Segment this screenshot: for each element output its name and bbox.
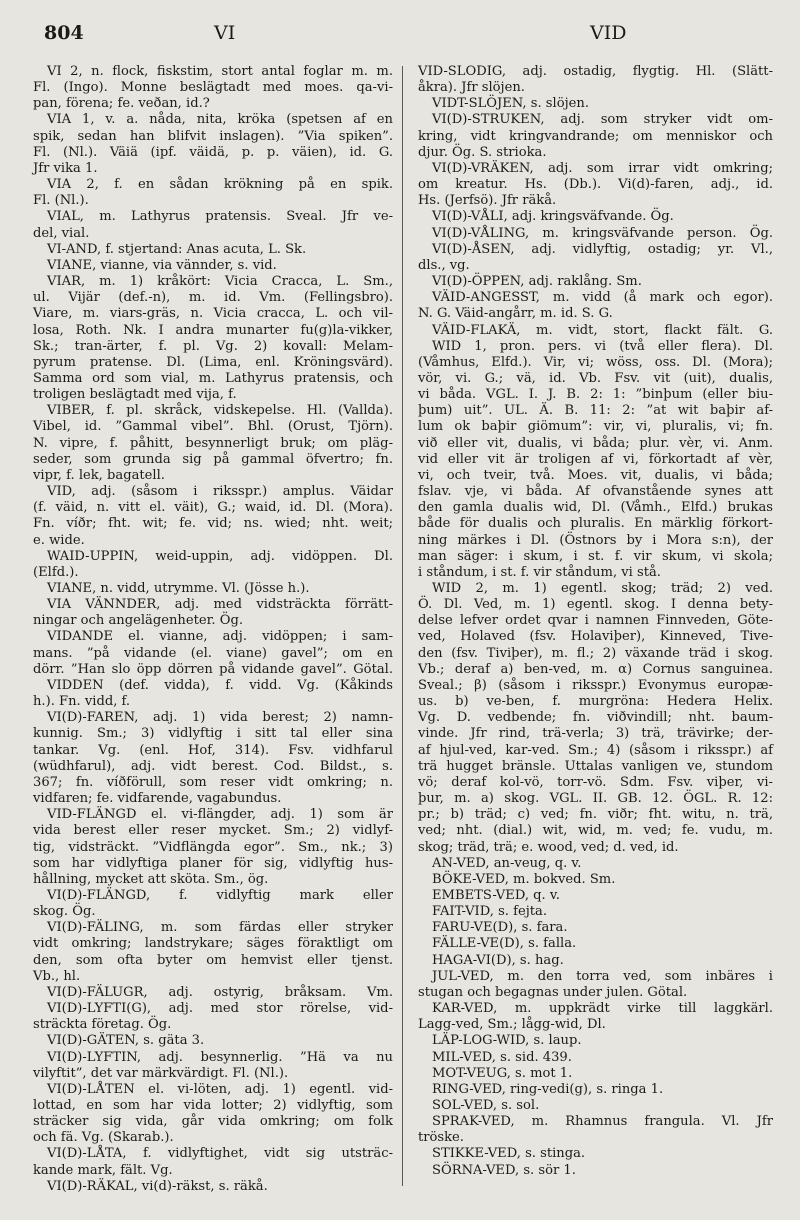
text-line: ning märkes i Dl. (Östnors by i Mora s:n), der (418, 532, 773, 548)
text-line: Fl. (Nl.). (33, 193, 89, 209)
text-line: Ö. Dl. Ved, m. 1) egentl. skog. I denna bety- (418, 597, 773, 613)
text-line: ningar och angelägenheter. Ög. (33, 613, 244, 629)
text-line: mans. ”på vidande (el. viane) gavel”; om en (33, 645, 393, 661)
text-line: vö; deraf kol-vö, torr-vö. Sdm. Fsv. viþer, vi- (418, 774, 773, 790)
text-line: h.). Fn. vidd, f. (33, 694, 131, 710)
text-line: vidt omkring; landstrykare; säges föraktligt om (33, 936, 393, 952)
right-column (418, 64, 773, 1179)
text-line: SOL-VED, s. sol. (432, 1098, 540, 1113)
text-line: stugan och begagnas under julen. Götal. (418, 984, 688, 1000)
text-line: VIAR, m. 1) kråkört: Vicia Cracca, L. Sm., (47, 274, 393, 290)
text-line: VI(D)-LYFTI(G), adj. med stor rörelse, vid- (47, 1001, 393, 1017)
text-line: delse lefver ordet qvar i namnen Finnveden, Göte- (418, 613, 773, 629)
text-line: MOT-VEUG, s. mot 1. (432, 1065, 573, 1081)
text-line: skog. Ög. (33, 904, 96, 920)
text-line: pyrum pratense. Dl. (Lima, enl. Kröningsvärd). (33, 354, 393, 370)
text-line: VIA 2, f. en sådan krökning på en spik. (47, 177, 393, 193)
text-line: ved, Holaved (fsv. Holaviþer), Kinneved, Tive- (418, 629, 773, 645)
page-number: 804 (44, 22, 84, 44)
text-line: Hs. (Jerfsö). Jfr räkå. (418, 193, 557, 209)
left-column (33, 64, 393, 1195)
text-line: lottad, en som har vida lotter; 2) vidlyftig, som (33, 1098, 393, 1113)
text-line: us. b) ve-ben, f. murgröna: Hedera Helix. (418, 694, 773, 710)
text-line: Lagg-ved, Sm.; lågg-wid, Dl. (418, 1017, 606, 1033)
text-line: vilyftit”, det var märkvärdigt. Fl. (Nl.). (33, 1065, 289, 1081)
text-line: VI(D)-FAREN, adj. 1) vida berest; 2) namn- (47, 710, 393, 726)
text-line: trä hugget bränsle. Uttalas vanligen ve, stundom (418, 758, 773, 774)
text-line: LÄP-LOG-WID, s. laup. (432, 1033, 582, 1049)
text-line: sträckta företag. Ög. (33, 1017, 172, 1033)
text-line: (f. väid, n. vitt el. väit), G.; waid, id. Dl. (Mora). (33, 500, 393, 516)
text-line: VI(D)-LYFTIN, adj. besynnerlig. ”Hä va nu (47, 1049, 393, 1065)
text-line: tig, vidsträckt. ”Vidflängda egor”. Sm., nk.; 3) (33, 839, 393, 855)
text-line: kande mark, fält. Vg. (33, 1162, 173, 1178)
text-line: N. vipre, f. påhitt, besynnerligt bruk; om pläg- (33, 435, 393, 451)
header-right-label: VID (590, 22, 627, 44)
text-line: Sk.; tran-ärter, f. pl. Vg. 2) kovall: Melam- (33, 338, 393, 354)
text-line: VI(D)-ÖPPEN, adj. raklång. Sm. (432, 274, 642, 290)
text-line: VIDANDE el. vianne, adj. vidöppen; i sam- (47, 629, 393, 645)
text-line: VI(D)-ÅSEN, adj. vidlyftig, ostadig; yr. Vl., (432, 241, 773, 257)
header-center-label: VI (214, 22, 236, 44)
text-line: JUL-VED, m. den torra ved, som inbäres i (432, 968, 773, 984)
text-line: losa, Roth. Nk. I andra munarter fu(g)la-vikker, (33, 322, 393, 338)
text-line: e. wide. (33, 532, 85, 548)
text-line: Jfr vika 1. (33, 160, 98, 176)
text-line: åkra). Jfr slöjen. (418, 80, 525, 96)
text-line: troligen beslägtadt med vija, f. (33, 387, 237, 403)
text-line: Sveal.; β) (såsom i riksspr.) Evonymus europæ- (418, 677, 773, 693)
text-line: både för dualis och pluralis. En märklig förkort- (418, 516, 773, 532)
text-line: man säger: i skum, i st. f. vir skum, vi skola; (418, 548, 773, 564)
text-line: fslav. vje, vi båda. Af ofvanstående synes att (418, 484, 773, 500)
text-line: SÖRNA-VED, s. sör 1. (432, 1162, 576, 1178)
text-line: tankar. Vg. (enl. Hof, 314). Fsv. vidhfarul (33, 742, 393, 758)
text-line: VÄID-ANGESST, m. vidd (å mark och egor). (432, 290, 773, 306)
text-line: djur. Ög. S. strioka. (418, 144, 547, 160)
text-line: VI(D)-LÅTEN el. vi-löten, adj. 1) egentl. vid- (47, 1081, 393, 1097)
text-line: om kreatur. Hs. (Db.). Vi(d)-faren, adj., id. (418, 177, 773, 193)
text-line: VI-AND, f. stjertand: Anas acuta, L. Sk. (47, 241, 307, 257)
text-line: Samma ord som vial, m. Lathyrus pratensis, och (33, 370, 393, 386)
text-line: þur, m. a) skog. VGL. II. GB. 12. ÖGL. R. 12: (418, 791, 773, 807)
text-line: VID-SLODIG, adj. ostadig, flygtig. Hl. (Slätt- (418, 64, 773, 79)
text-line: skog; träd, trä; e. wood, ved; d. ved, id. (418, 839, 679, 855)
text-line: WAID-UPPIN, weid-uppin, adj. vidöppen. Dl. (47, 548, 393, 564)
text-line: Fn. víðr; fht. wit; fe. vid; ns. wied; nht. weit; (33, 516, 393, 532)
text-line: spik, sedan han blifvit inslagen). ”Via spiken”. (33, 128, 393, 144)
text-line: Vg. D. vedbende; fn. viðvindill; nht. baum- (418, 710, 773, 726)
text-line: kring, vidt kringvandrande; om menniskor och (418, 128, 773, 144)
text-line: VI(D)-LÅTA, f. vidlyftighet, vidt sig utsträc- (47, 1146, 393, 1162)
text-line: Fl. (Ingo). Monne beslägtadt med moes. qa-vi- (33, 80, 393, 96)
text-line: VIAL, m. Lathyrus pratensis. Sveal. Jfr ve- (47, 209, 393, 225)
text-line: N. G. Väid-angårr, m. id. S. G. (418, 306, 613, 322)
text-line: KAR-VED, m. uppkrädt virke till laggkärl. (432, 1001, 773, 1017)
text-line: i ståndum, i st. f. vir ståndum, vi stå. (418, 564, 661, 580)
text-line: den gamla dualis wid, Dl. (Våmh., Elfd.) brukas (418, 500, 773, 516)
text-line: FÄLLE-VE(D), s. falla. (432, 936, 577, 952)
text-line: VI(D)-FÄLING, m. som färdas eller stryker (47, 920, 393, 936)
text-line: VIA VÄNNDER, adj. med vidsträckta förrätt- (47, 597, 393, 613)
text-line: VI 2, n. flock, fiskstim, stort antal foglar m. m. (47, 64, 393, 79)
text-line: VI(D)-VÅLI, adj. kringsväfvande. Ög. (432, 209, 674, 225)
text-line: STIKKE-VED, s. stinga. (432, 1146, 586, 1162)
text-line: WID 1, pron. pers. vi (två eller flera). Dl. (432, 338, 773, 354)
text-line: ved; nht. (dial.) wit, wid, m. ved; fe. vudu, m. (418, 823, 773, 839)
text-line: den, som ofta byter om hemvist eller tjenst. (33, 952, 393, 968)
text-line: FAIT-VID, s. fejta. (432, 904, 548, 920)
text-line: kunnig. Sm.; 3) vidlyftig i sitt tal eller sina (33, 726, 393, 742)
text-line: VIDT-SLÖJEN, s. slöjen. (432, 96, 589, 112)
text-line: VI(D)-VÅLING, m. kringsväfvande person. Ög. (432, 225, 773, 241)
text-line: vi, och tveir, två. Moes. vit, dualis, vi båda; (418, 467, 773, 483)
text-line: vid eller vit är troligen af vi, förkortadt af vèr, (418, 451, 773, 467)
text-line: vipr, f. lek, bagatell. (33, 467, 165, 483)
text-line: vidfaren; fe. vidfarende, vagabundus. (33, 791, 282, 807)
text-line: VI(D)-RÄKAL, vi(d)-räkst, s. räkå. (47, 1178, 268, 1194)
text-line: tröske. (418, 1130, 464, 1146)
text-line: VIANE, vianne, via vännder, s. vid. (47, 257, 277, 273)
text-line: pr.; b) träd; c) ved; fn. viðr; fht. witu, n. trä, (418, 807, 773, 823)
text-line: dörr. ”Han slo öpp dörren på vidande gavel”. Götal. (33, 661, 393, 677)
text-line: VI(D)-FLÄNGD, f. vidlyftig mark eller (47, 887, 393, 903)
text-line: VID, adj. (såsom i riksspr.) amplus. Väidar (47, 484, 393, 500)
text-line: del, vial. (33, 225, 90, 241)
text-line: WID 2, m. 1) egentl. skog; träd; 2) ved. (432, 581, 773, 596)
text-line: VI(D)-STRUKEN, adj. som stryker vidt om- (432, 112, 773, 128)
text-line: Vb.; deraf a) ben-ved, m. α) Cornus sanguinea. (418, 661, 773, 677)
text-line: VIDDEN (def. vidda), f. vidd. Vg. (Kåkinds (47, 677, 393, 693)
text-line: Viare, m. viars-gräs, n. Vicia cracca, L. och vil- (33, 306, 393, 322)
text-line: lum ok baþir giömum”: vir, vi, pluralis, vi; fn. (418, 419, 773, 435)
text-line: VI(D)-FÄLUGR, adj. ostyrig, bråksam. Vm. (47, 984, 393, 1000)
text-line: pan, förena; fe. veðan, id.? (33, 96, 210, 112)
text-line: och fä. Vg. (Skarab.). (33, 1130, 174, 1146)
text-line: VIANE, n. vidd, utrymme. Vl. (Jösse h.). (47, 581, 310, 596)
text-line: (Elfd.). (33, 564, 79, 580)
text-line: den (fsv. Tiviþer), m. fl.; 2) växande träd i skog. (418, 645, 773, 661)
text-line: vör, vi. G.; vä, id. Vb. Fsv. vit (uit), dualis, (418, 370, 773, 386)
text-line: sträcker sig vida, går vida omkring; om folk (33, 1114, 393, 1130)
text-line: vinde. Jfr rind, trä-verla; 3) trä, trävirke; der- (418, 726, 773, 742)
text-line: Vibel, id. ”Gammal vibel”. Bhl. (Orust, Tjörn). (33, 419, 393, 435)
text-line: SPRAK-VED, m. Rhamnus frangula. Vl. Jfr (432, 1114, 773, 1130)
page-header (0, 22, 800, 52)
text-line: VÄID-FLAKÄ, m. vidt, stort, flackt fält. G. (432, 322, 773, 338)
text-line: MIL-VED, s. sid. 439. (432, 1049, 572, 1065)
text-line: BÖKE-VED, m. bokved. Sm. (432, 871, 616, 887)
text-line: vi båda. VGL. I. J. B. 2: 1: ”binþum (eller biu- (418, 387, 773, 403)
text-line: Fl. (Nl.). Väiä (ipf. väidä, p. p. väien), id. G. (33, 144, 393, 160)
text-line: vida berest eller reser mycket. Sm.; 2) vidlyf- (33, 823, 393, 839)
text-line: þum) uit”. UL. Ä. B. 11: 2: ”at wit baþir af- (418, 403, 773, 419)
text-line: 367; fn. víðförull, som reser vidt omkring; n. (33, 774, 393, 790)
column-divider (402, 66, 403, 1186)
text-line: AN-VED, an-veug, q. v. (432, 855, 582, 871)
text-line: VIA 1, v. a. nåda, nita, kröka (spetsen af en (47, 112, 393, 128)
text-line: af hjul-ved, kar-ved. Sm.; 4) (såsom i riksspr.) af (418, 742, 773, 758)
text-line: VI(D)-GÄTEN, s. gäta 3. (47, 1033, 205, 1049)
text-line: við eller vit, dualis, vi båda; plur. vèr, vi. Anm. (418, 435, 773, 451)
text-line: HAGA-VI(D), s. hag. (432, 952, 564, 968)
text-line: (Våmhus, Elfd.). Vir, vi; wöss, oss. Dl. (Mora); (418, 354, 773, 370)
text-line: RING-VED, ring-vedi(g), s. ringa 1. (432, 1081, 664, 1097)
text-line: dls., vg. (418, 257, 470, 273)
text-line: EMBETS-VED, q. v. (432, 887, 560, 903)
text-line: hållning, mycket att sköta. Sm., ög. (33, 871, 269, 887)
text-line: ul. Vijär (def.-n), m. id. Vm. (Fellingsbro). (33, 290, 393, 306)
text-line: Vb., hl. (33, 968, 81, 984)
text-line: seder, som grunda sig på gammal öfvertro; fn. (33, 451, 393, 467)
text-line: som har vidlyftiga planer för sig, vidlyftig hus- (33, 855, 393, 871)
text-line: VID-FLÄNGD el. vi-flängder, adj. 1) som är (47, 807, 393, 823)
text-line: FARU-VE(D), s. fara. (432, 920, 568, 936)
text-line: (wüdhfarul), adj. vidt berest. Cod. Bildst., s. (33, 758, 393, 774)
text-line: VIBER, f. pl. skråck, vidskepelse. Hl. (Vallda). (47, 403, 393, 419)
text-line: VI(D)-VRÄKEN, adj. som irrar vidt omkring; (432, 160, 773, 176)
